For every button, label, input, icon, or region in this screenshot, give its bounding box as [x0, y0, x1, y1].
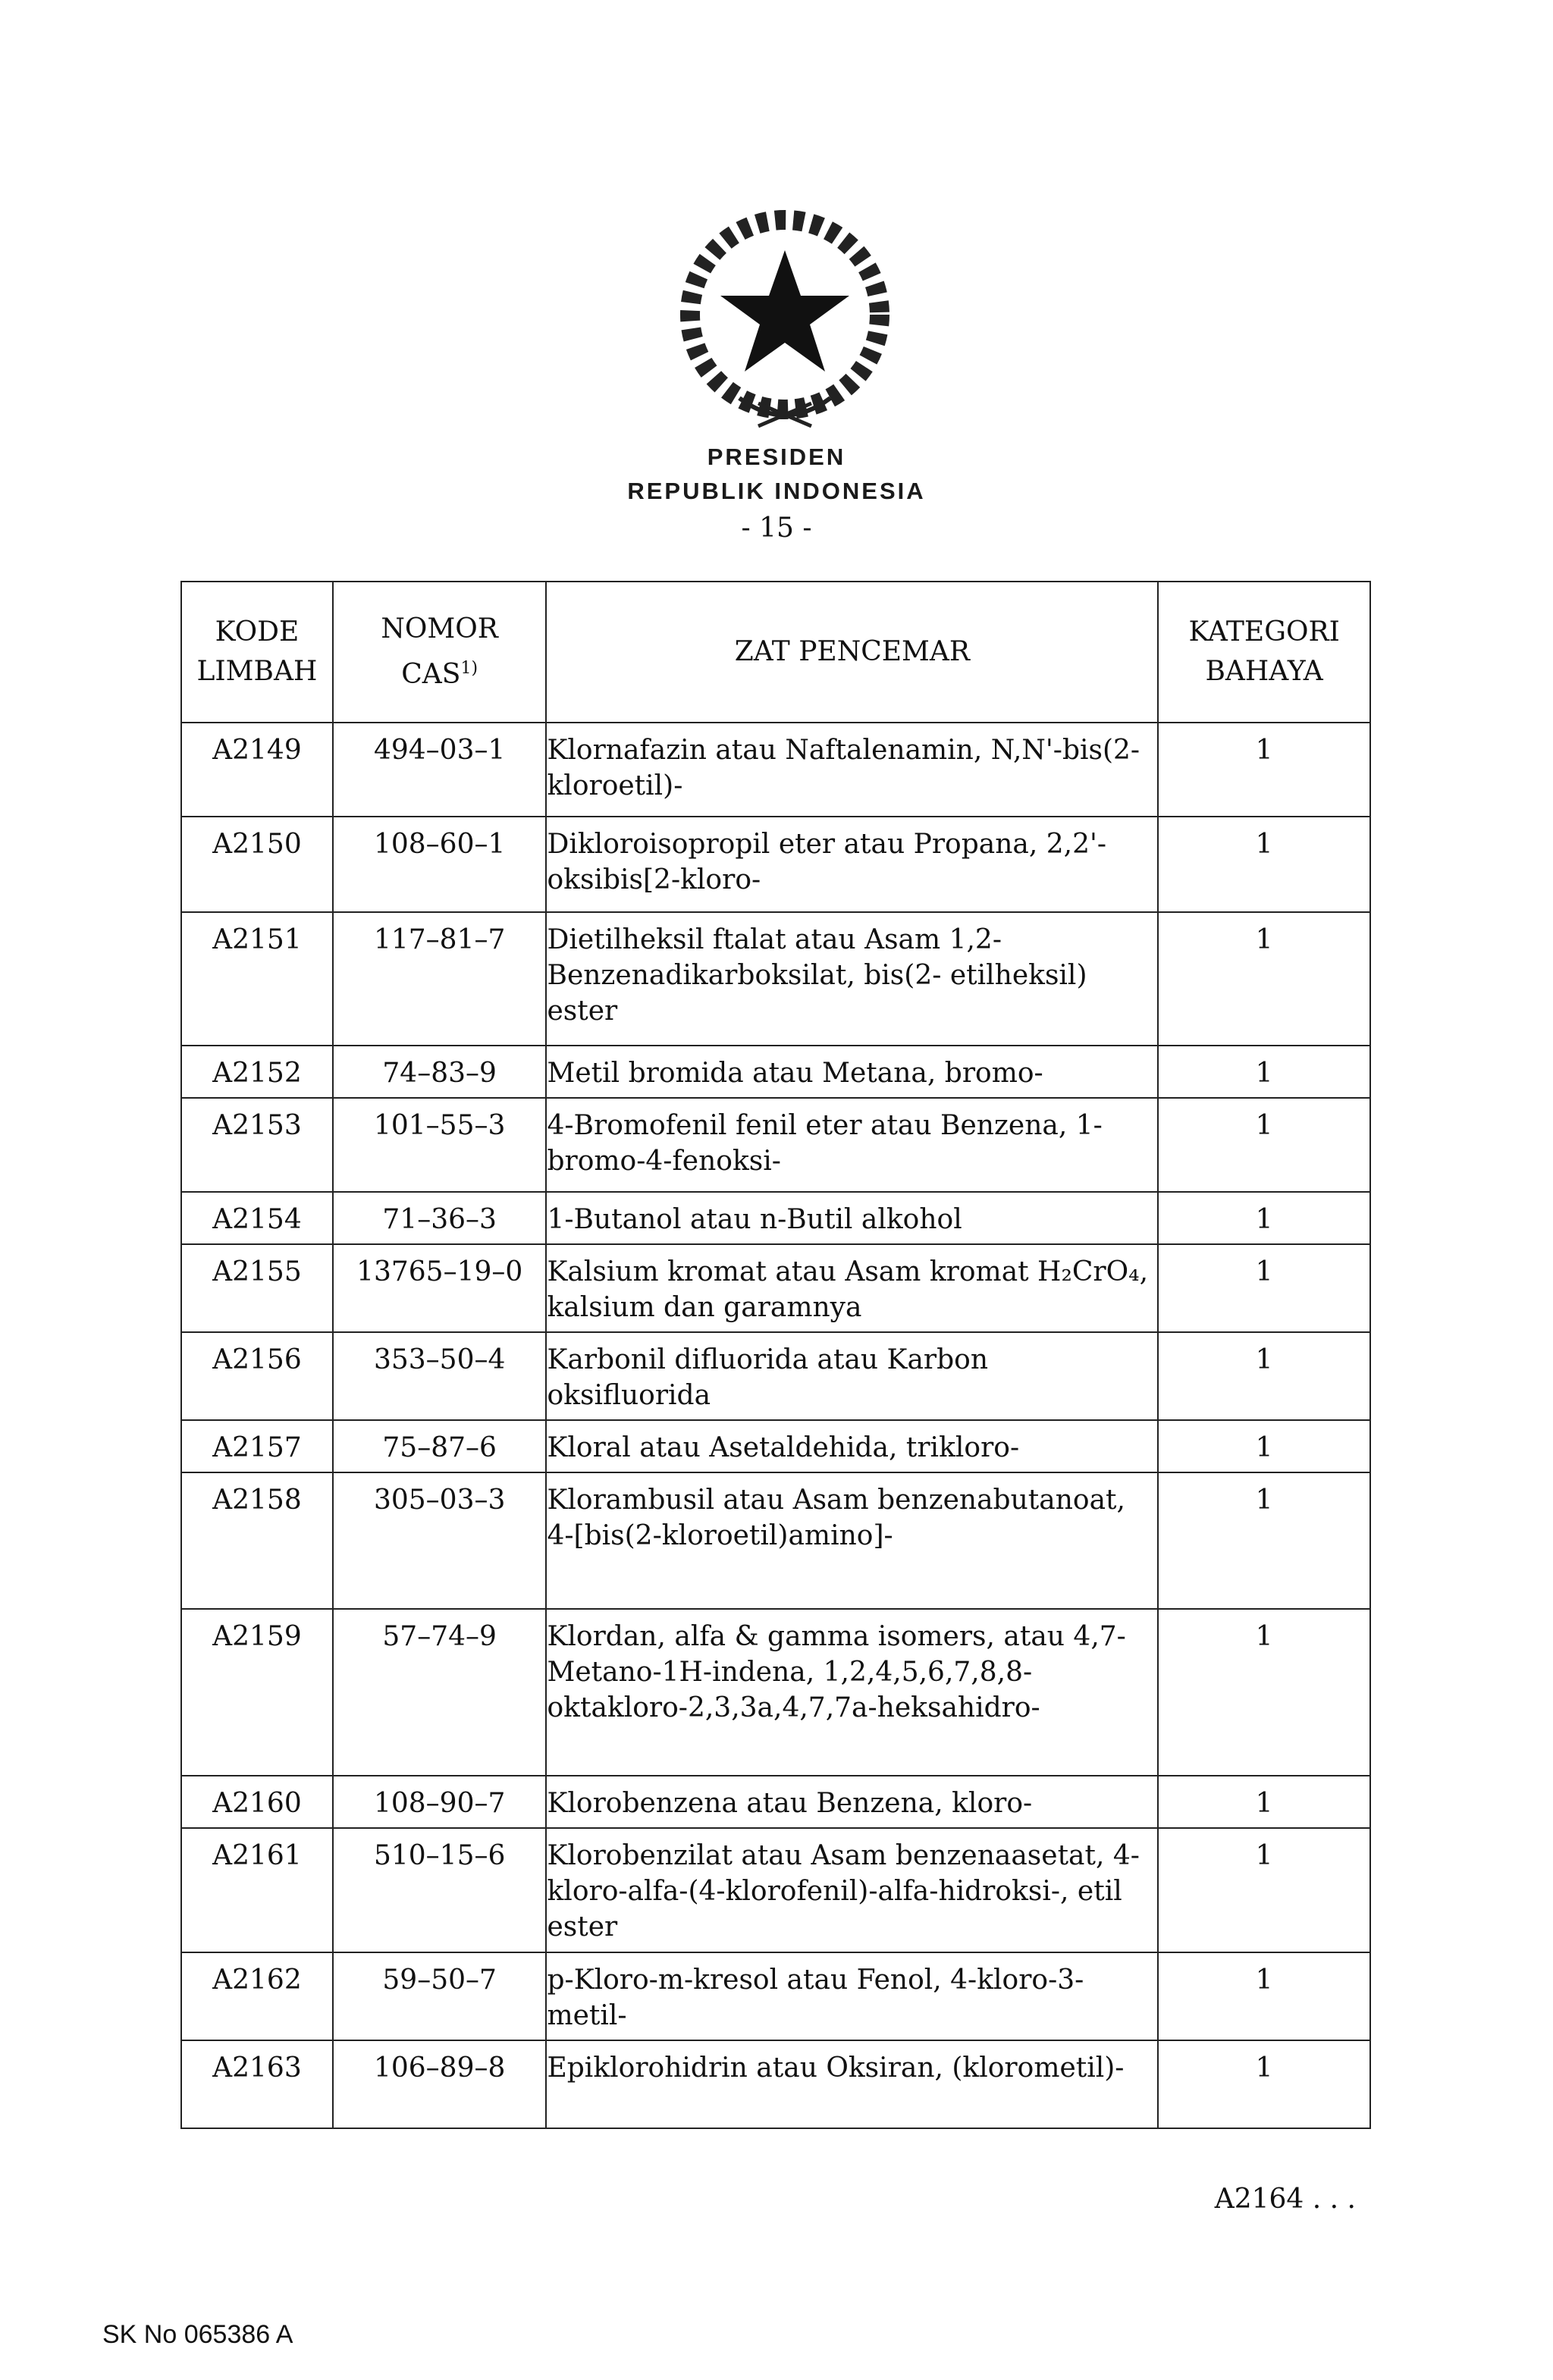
waste-code: A2160: [181, 1776, 333, 1828]
table-header: [181, 582, 1370, 723]
table-row: [181, 912, 1370, 1046]
cas-number: 57–74–9: [333, 1609, 547, 1776]
substance-name: Klordan, alfa & gamma isomers, atau 4,7-Metano-1H-indena, 1,2,4,5,6,7,8,8-oktakloro-2,3,3a,4,7,7a-heksahidro-: [546, 1609, 1158, 1776]
table-row: [181, 1472, 1370, 1609]
waste-code: A2154: [181, 1192, 333, 1244]
substance-name: Metil bromida atau Metana, bromo-: [546, 1046, 1158, 1098]
waste-code: A2150: [181, 817, 333, 912]
header-title-line1: PRESIDEN: [707, 444, 846, 470]
hazard-category: 1: [1158, 1828, 1370, 1952]
table-row: [181, 1192, 1370, 1244]
waste-code: A2155: [181, 1244, 333, 1332]
substance-name: Dietilheksil ftalat atau Asam 1,2-Benzenadikarboksilat, bis(2- etilheksil) ester: [546, 912, 1158, 1046]
hazard-category: 1: [1158, 1192, 1370, 1244]
substance-name: Dikloroisopropil eter atau Propana, 2,2'-oksibis[2-kloro-: [546, 817, 1158, 912]
table-row: [181, 1828, 1370, 1952]
waste-code: A2152: [181, 1046, 333, 1098]
hazard-category: 1: [1158, 1420, 1370, 1472]
continuation-marker: A2164 . . .: [1214, 2184, 1356, 2215]
cas-number: 75–87–6: [333, 1420, 547, 1472]
hazard-category: 1: [1158, 1098, 1370, 1192]
page-number: - 15 -: [741, 513, 812, 544]
waste-code: A2156: [181, 1332, 333, 1420]
table-row: [181, 1332, 1370, 1420]
waste-code: A2158: [181, 1472, 333, 1609]
cas-number: 59–50–7: [333, 1952, 547, 2040]
cas-number: 13765–19–0: [333, 1244, 547, 1332]
table-row: [181, 1952, 1370, 2040]
substance-name: Klorambusil atau Asam benzenabutanoat, 4-[bis(2-kloroetil)amino]-: [546, 1472, 1158, 1609]
hazard-category: 1: [1158, 1472, 1370, 1609]
garuda-emblem-icon: [667, 205, 902, 432]
hazard-category: 1: [1158, 1244, 1370, 1332]
table-row: [181, 2040, 1370, 2128]
substance-name: p-Kloro-m-kresol atau Fenol, 4-kloro-3-metil-: [546, 1952, 1158, 2040]
table-row: [181, 1046, 1370, 1098]
table-row: [181, 723, 1370, 817]
substance-name: Kalsium kromat atau Asam kromat H₂CrO₄, kalsium dan garamnya: [546, 1244, 1158, 1332]
hazard-category: 1: [1158, 723, 1370, 817]
hazard-category: 1: [1158, 1046, 1370, 1098]
substance-name: 4-Bromofenil fenil eter atau Benzena, 1-bromo-4-fenoksi-: [546, 1098, 1158, 1192]
cas-number: 106–89–8: [333, 2040, 547, 2128]
waste-code: A2157: [181, 1420, 333, 1472]
substance-name: Klornafazin atau Naftalenamin, N,N'-bis(2-kloroetil)-: [546, 723, 1158, 817]
substance-name: 1-Butanol atau n-Butil alkohol: [546, 1192, 1158, 1244]
substance-name: Karbonil difluorida atau Karbon oksifluorida: [546, 1332, 1158, 1420]
header-title-line2: REPUBLIK INDONESIA: [627, 478, 926, 504]
waste-code: A2149: [181, 723, 333, 817]
document-reference: SK No 065386 A: [102, 2320, 293, 2349]
hazard-category: 1: [1158, 1952, 1370, 2040]
cas-number: 74–83–9: [333, 1046, 547, 1098]
table-row: [181, 817, 1370, 912]
waste-code: A2159: [181, 1609, 333, 1776]
substance-name: Kloral atau Asetaldehida, trikloro-: [546, 1420, 1158, 1472]
column-header-kategori-bahaya: KATEGORI BAHAYA: [1158, 582, 1370, 723]
cas-number: 108–60–1: [333, 817, 547, 912]
waste-code: A2151: [181, 912, 333, 1046]
waste-code: A2161: [181, 1828, 333, 1952]
waste-table: [180, 581, 1371, 2129]
hazard-category: 1: [1158, 912, 1370, 1046]
table-row: [181, 1098, 1370, 1192]
hazard-category: 1: [1158, 817, 1370, 912]
cas-number: 117–81–7: [333, 912, 547, 1046]
column-header-kode-limbah: KODE LIMBAH: [181, 582, 333, 723]
table-row: [181, 1609, 1370, 1776]
column-header-zat-pencemar: ZAT PENCEMAR: [546, 582, 1158, 723]
hazard-category: 1: [1158, 1332, 1370, 1420]
hazard-category: 1: [1158, 1609, 1370, 1776]
table-row: [181, 1420, 1370, 1472]
column-header-nomor-cas: NOMOR CAS$^{1)}$: [333, 582, 547, 723]
waste-code: A2153: [181, 1098, 333, 1192]
cas-number: 353–50–4: [333, 1332, 547, 1420]
substance-name: Klorobenzilat atau Asam benzenaasetat, 4-kloro-alfa-(4-klorofenil)-alfa-hidroksi-, etil ester: [546, 1828, 1158, 1952]
table-row: [181, 1244, 1370, 1332]
cas-number: 108–90–7: [333, 1776, 547, 1828]
waste-code: A2162: [181, 1952, 333, 2040]
cas-number: 494–03–1: [333, 723, 547, 817]
table-row: [181, 1776, 1370, 1828]
cas-number: 101–55–3: [333, 1098, 547, 1192]
hazard-category: 1: [1158, 2040, 1370, 2128]
table-body: [181, 723, 1370, 2128]
cas-number: 305–03–3: [333, 1472, 547, 1609]
cas-number: 71–36–3: [333, 1192, 547, 1244]
hazard-category: 1: [1158, 1776, 1370, 1828]
waste-code: A2163: [181, 2040, 333, 2128]
substance-name: Klorobenzena atau Benzena, kloro-: [546, 1776, 1158, 1828]
substance-name: Epiklorohidrin atau Oksiran, (klorometil)-: [546, 2040, 1158, 2128]
cas-number: 510–15–6: [333, 1828, 547, 1952]
